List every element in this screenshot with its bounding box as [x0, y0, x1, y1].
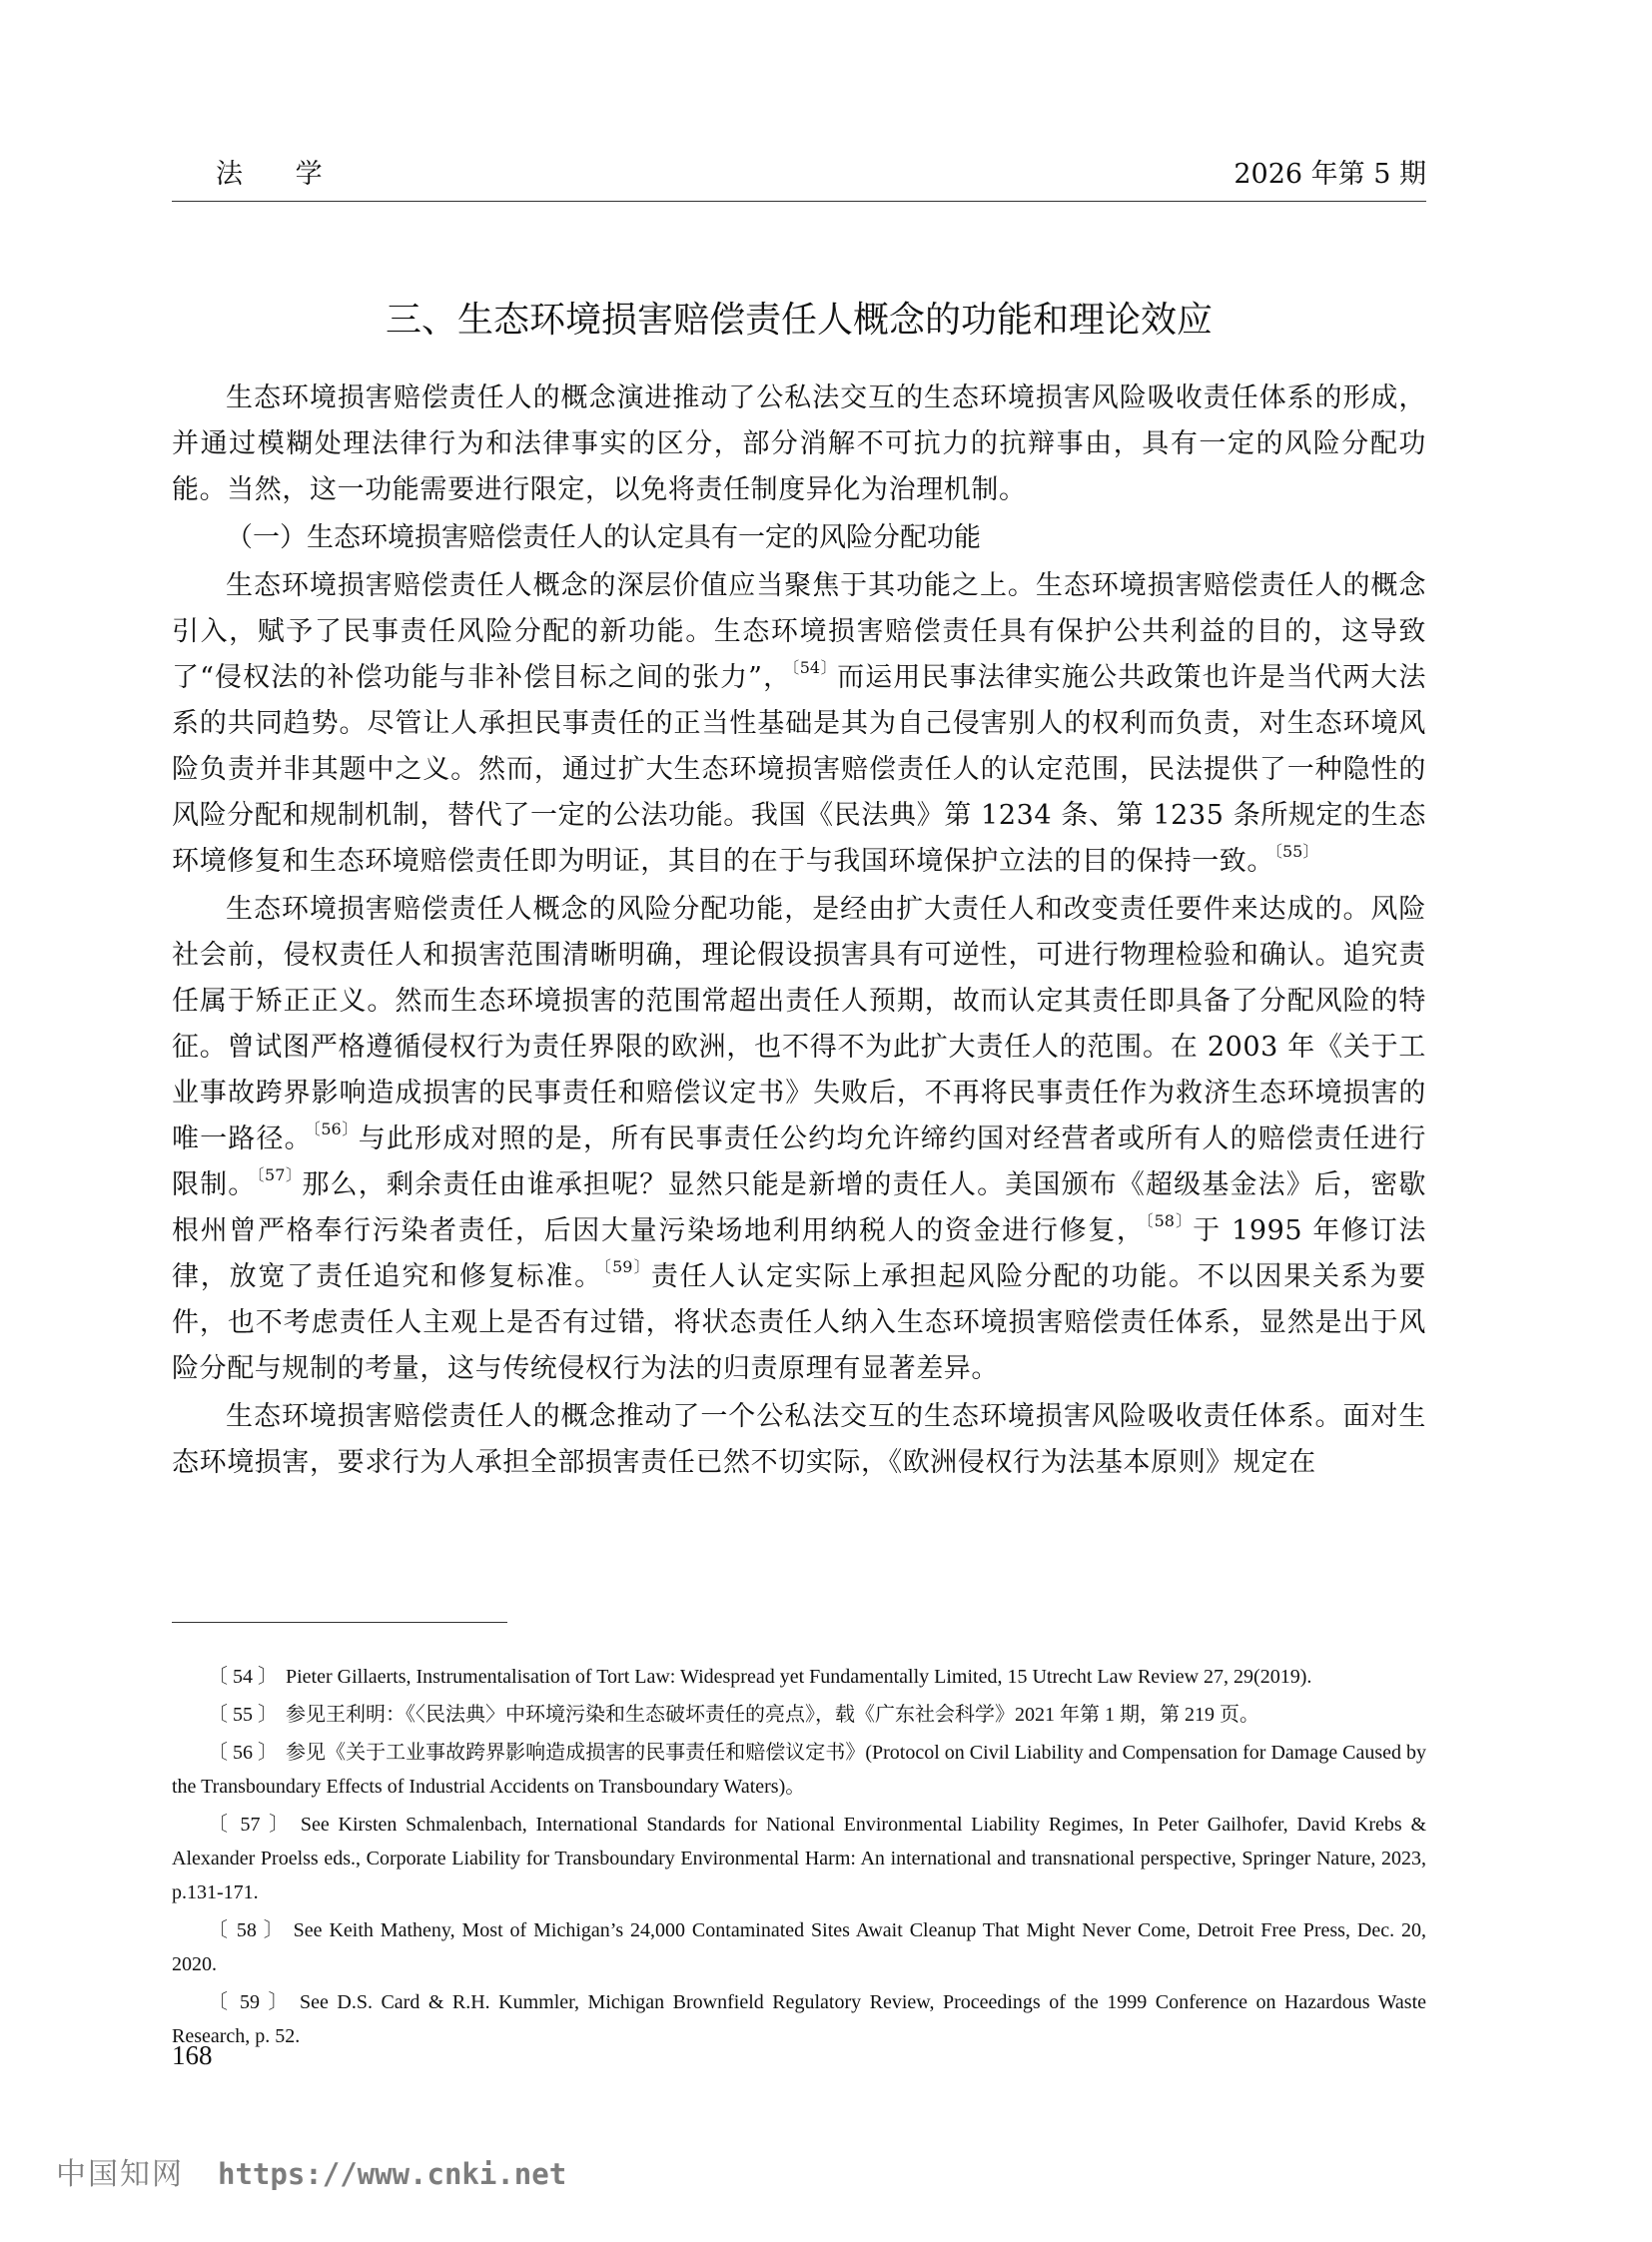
page-number: 168	[172, 2040, 213, 2070]
footnote-ref-55[interactable]: 〔55〕	[1274, 842, 1319, 861]
footnote-number: 〔 59 〕	[208, 1991, 293, 2013]
paragraph-3	[172, 887, 1426, 1392]
footnote-57	[172, 1808, 1426, 1909]
footnote-ref-58[interactable]: 〔58〕	[1145, 1211, 1194, 1230]
body-text	[172, 375, 1426, 1488]
subheading: （一）生态环境损害赔偿责任人的认定具有一定的风险分配功能	[226, 522, 981, 553]
paragraph-2	[172, 563, 1426, 885]
cnki-watermark	[56, 2149, 567, 2192]
footnote-58	[172, 1913, 1426, 1981]
footnote-text: See D.S. Card & R.H. Kummler, Michigan Brownfield Regulatory Review, Proceedings of the 1999 Conference on Hazardous Waste Research, p. 52.	[172, 1991, 1426, 2047]
header-rule	[172, 201, 1426, 202]
paragraph-1: 生态环境损害赔偿责任人的概念演进推动了公私法交互的生态环境损害风险吸收责任体系的形成，并通过模糊处理法律行为和法律事实的区分，部分消解不可抗力的抗辩事由，具有一定的风险分配功能。当然，这一功能需要进行限定，以免将责任制度异化为治理机制。	[172, 382, 1426, 505]
paragraph-2-text-b: 而运用民事法律实施公共政策也许是当代两大法系的共同趋势。尽管让人承担民事责任的正当性基础是其为自己侵害别人的权利而负责，对生态环境风险负责并非其题中之义。然而，通过扩大生态环境损害赔偿责任人的认定范围，民法提供了一种隐性的风险分配和规制机制，替代了一定的公法功能。我国《民法典》第 1234 条、第 1235 条所规定的生态环境修复和生态环境赔偿责任即为明证，其目的在于与我国环境保护立法的目的保持一致。	[172, 662, 1426, 877]
footnote-ref-54[interactable]: 〔54〕	[791, 658, 838, 677]
section-title: 三、生态环境损害赔偿责任人概念的功能和理论效应	[385, 300, 1213, 341]
footnote-number: 〔 57 〕	[208, 1814, 293, 1836]
footnote-number: 〔 55 〕	[208, 1704, 278, 1726]
footnote-56	[172, 1736, 1426, 1804]
footnote-number: 〔 56 〕	[208, 1742, 279, 1764]
footnote-text: See Kirsten Schmalenbach, International Standards for National Environmental Liability Regimes, In Peter Gailhofer, David Krebs & Alexander Proelss eds., Corporate Liability for Transboundary Environmental Harm: An international and transnational perspective, Springer Nature, 2023, p.131-171.	[172, 1814, 1426, 1903]
paragraph-3-text-e: 责任人认定实际上承担起风险分配的功能。不以因果关系为要件，也不考虑责任人主观上是否有过错，将状态责任人纳入生态环境损害赔偿责任体系，显然是出于风险分配与规制的考量，这与传统侵权行为法的归责原理有显著差异。	[172, 1261, 1426, 1384]
paragraph-3-text-d: 于 1995 年修订法律，放宽了责任追究和修复标准。	[172, 1215, 1426, 1292]
footnote-number: 〔 58 〕	[208, 1919, 286, 1941]
paragraph-4: 生态环境损害赔偿责任人的概念推动了一个公私法交互的生态环境损害风险吸收责任体系。面对生态环境损害，要求行为人承担全部损害责任已然不切实际，《欧洲侵权行为法基本原则》规定在	[172, 1401, 1426, 1478]
footnote-54	[172, 1660, 1426, 1694]
footnote-text: 参见王利明：《〈民法典〉中环境污染和生态破坏责任的亮点》，载《广东社会科学》2021 年第 1 期，第 219 页。	[286, 1704, 1259, 1726]
watermark-name: 中国知网	[56, 2157, 184, 2192]
journal-name: 法 学	[216, 159, 345, 190]
footnote-ref-57[interactable]: 〔57〕	[256, 1165, 303, 1184]
footnote-59	[172, 1985, 1426, 2053]
footnotes	[172, 1660, 1426, 2057]
footnote-rule	[172, 1622, 507, 1623]
running-header	[172, 152, 1426, 192]
footnote-text: See Keith Matheny, Most of Michigan’s 24,000 Contaminated Sites Await Cleanup That Might Never Come, Detroit Free Press, Dec. 20, 2020.	[172, 1919, 1426, 1975]
paragraph-3-text-b: 与此形成对照的是，所有民事责任公约均允许缔约国对经营者或所有人的赔偿责任进行限制。	[172, 1123, 1426, 1200]
paragraph-3-text-c: 那么，剩余责任由谁承担呢？显然只能是新增的责任人。美国颁布《超级基金法》后，密歇根州曾严格奉行污染者责任，后因大量污染场地利用纳税人的资金进行修复，	[172, 1169, 1426, 1246]
footnote-number: 〔 54 〕	[208, 1666, 278, 1688]
paragraph-3-text-a: 生态环境损害赔偿责任人概念的风险分配功能，是经由扩大责任人和改变责任要件来达成的。风险社会前，侵权责任人和损害范围清晰明确，理论假设损害具有可逆性，可进行物理检验和确认。追究责任属于矫正正义。然而生态环境损害的范围常超出责任人预期，故而认定其责任即具备了分配风险的特征。曾试图严格遵循侵权行为责任界限的欧洲，也不得不为此扩大责任人的范围。在 2003 年《关于工业事故跨界影响造成损害的民事责任和赔偿议定书》失败后，不再将民事责任作为救济生态环境损害的唯一路径。	[172, 894, 1426, 1154]
watermark-url[interactable]: https://www.cnki.net	[218, 2157, 567, 2191]
issue-label: 2026 年第 5 期	[1234, 159, 1426, 190]
footnote-ref-56[interactable]: 〔56〕	[312, 1120, 359, 1138]
footnote-55	[172, 1698, 1426, 1732]
footnote-ref-59[interactable]: 〔59〕	[602, 1257, 651, 1276]
footnote-text: Pieter Gillaerts, Instrumentalisation of Tort Law: Widespread yet Fundamentally Limited, 15 Utrecht Law Review 27, 29(2019).	[286, 1666, 1312, 1688]
paragraph-2-text-a: 生态环境损害赔偿责任人概念的深层价值应当聚焦于其功能之上。生态环境损害赔偿责任人的概念引入，赋予了民事责任风险分配的新功能。生态环境损害赔偿责任具有保护公共利益的目的，这导致了“侵权法的补偿功能与非补偿目标之间的张力”，	[172, 570, 1426, 693]
footnote-text: 参见《关于工业事故跨界影响造成损害的民事责任和赔偿议定书》(Protocol on Civil Liability and Compensation for Damage Caused by the Transboundary Effects of Industrial Accidents on Transboundary Waters)。	[172, 1742, 1427, 1798]
